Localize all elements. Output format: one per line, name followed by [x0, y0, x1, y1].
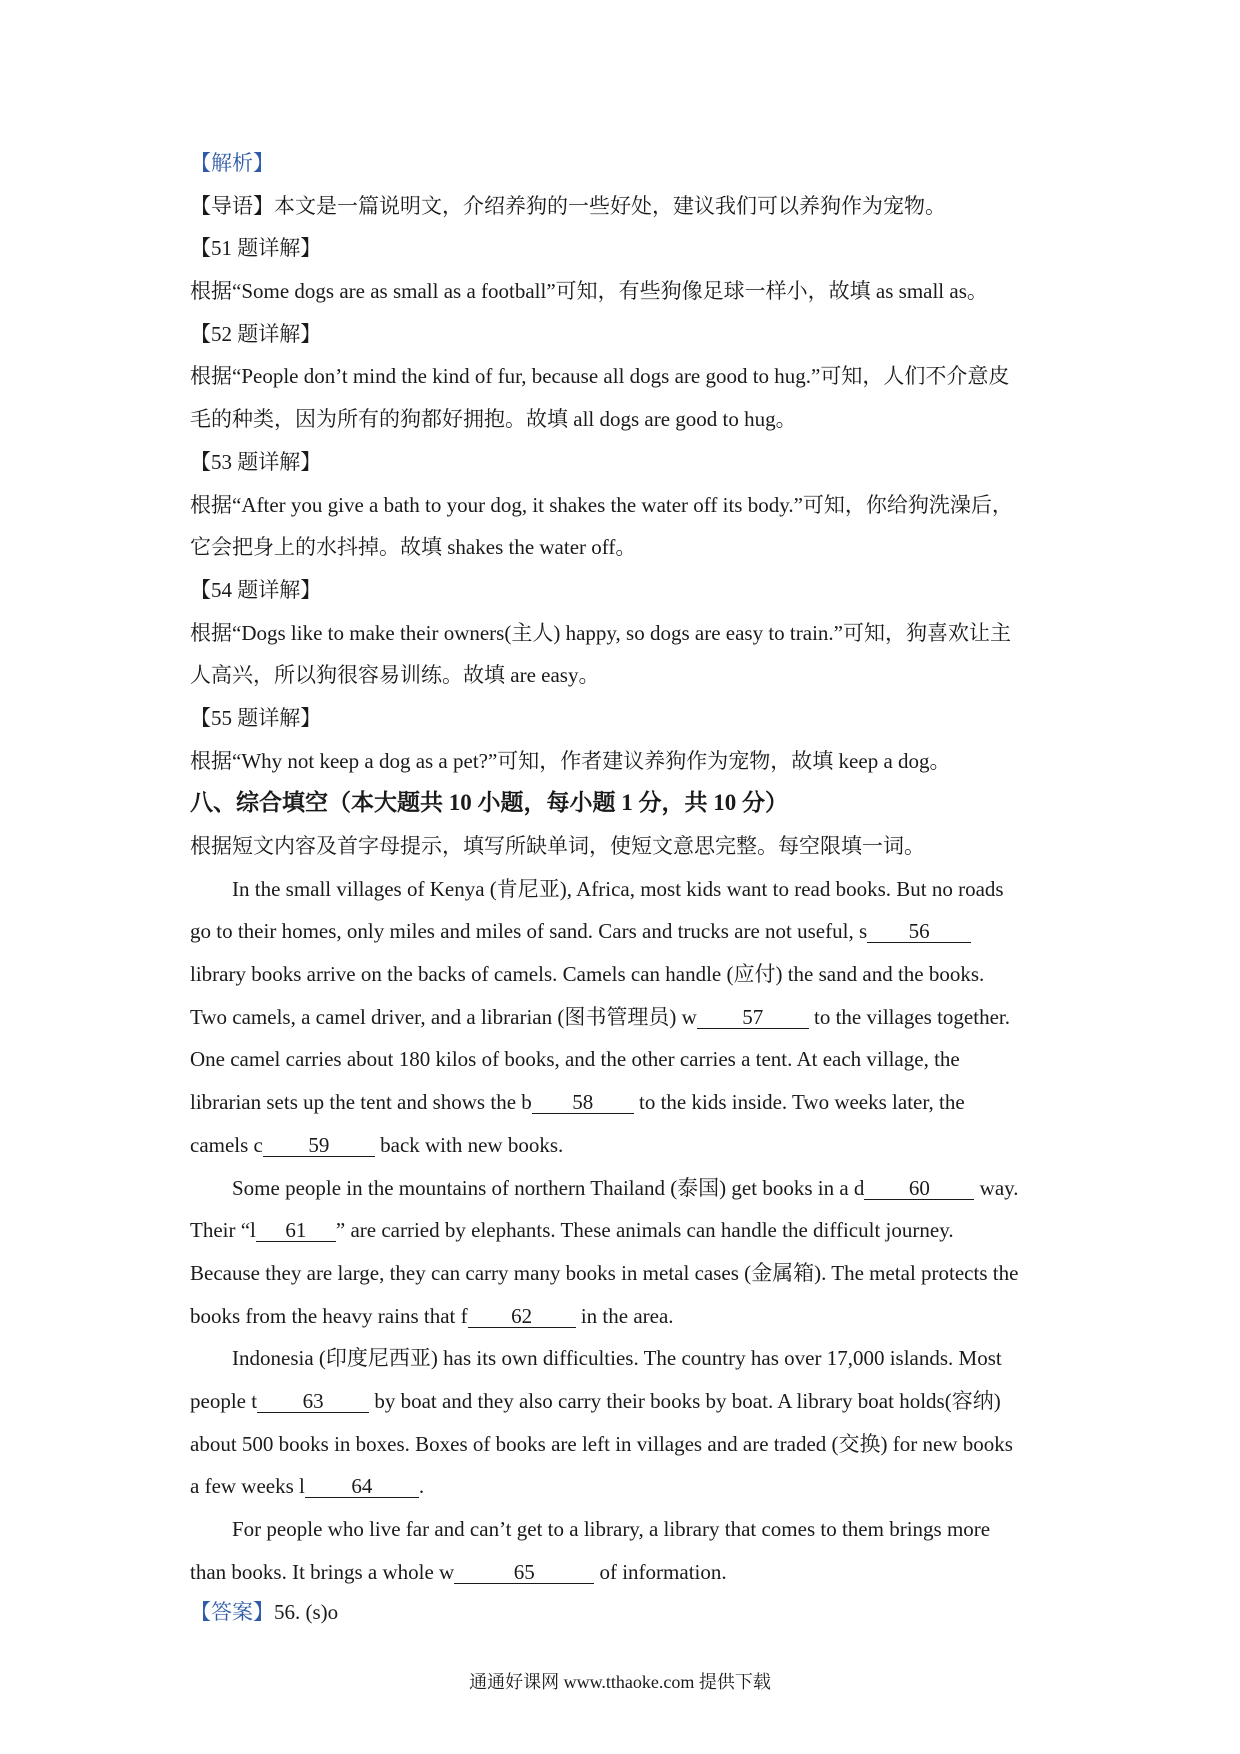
blank-58: 58	[532, 1091, 634, 1114]
passage-p4-line2: than books. It brings a whole w 65 of information.	[190, 1559, 727, 1584]
page-footer: 通通好课网 www.tthaoke.com 提供下载	[469, 1672, 771, 1692]
q52-explanation-line2: 毛的种类，因为所有的狗都好拥抱。故填 all dogs are good to hug。	[190, 407, 797, 432]
blank-57: 57	[697, 1006, 809, 1029]
passage-p1-line7: camels c 59 back with new books.	[190, 1132, 564, 1157]
q53-explanation-line2: 它会把身上的水抖掉。故填 shakes the water off。	[190, 535, 637, 560]
q52-explanation-line1: 根据“People don’t mind the kind of fur, because all dogs are good to hug.”可知，人们不介意皮	[190, 364, 1010, 389]
passage-p2-line2: Their “l 61 ” are carried by elephants. These animals can handle the difficult journey.	[190, 1218, 954, 1243]
section-8-title: 八、综合填空（本大题共 10 小题，每小题 1 分，共 10 分）	[190, 790, 788, 816]
q51-explanation: 根据“Some dogs are as small as a football”可知，有些狗像足球一样小，故填 as small as。	[190, 279, 988, 304]
q55-heading: 【55 题详解】	[190, 705, 322, 730]
blank-62: 62	[468, 1305, 576, 1328]
q54-explanation-line2: 人高兴，所以狗很容易训练。故填 are easy。	[190, 663, 600, 688]
passage-p1-line1: In the small villages of Kenya (肯尼亚), Africa, most kids want to read books. But no roads	[232, 876, 1004, 901]
passage-p1-line5: One camel carries about 180 kilos of books, and the other carries a tent. At each village, the	[190, 1047, 960, 1072]
q51-heading: 【51 题详解】	[190, 236, 322, 261]
passage-p4-line1: For people who live far and can’t get to a library, a library that comes to them brings more	[232, 1517, 991, 1541]
blank-64: 64	[305, 1475, 419, 1498]
passage-p3-line2: people t 63 by boat and they also carry their books by boat. A library boat holds(容纳)	[190, 1388, 1001, 1413]
section-8-instruction: 根据短文内容及首字母提示，填写所缺单词，使短文意思完整。每空限填一词。	[190, 834, 925, 858]
q53-heading: 【53 题详解】	[190, 449, 322, 474]
q54-explanation-line1: 根据“Dogs like to make their owners(主人) happy, so dogs are easy to train.”可知，狗喜欢让主	[190, 620, 1011, 645]
passage-p2-line3: Because they are large, they can carry many books in metal cases (金属箱). The metal protects the	[190, 1260, 1019, 1285]
passage-p3-line4: a few weeks l 64 .	[190, 1474, 425, 1499]
blank-61: 61	[256, 1219, 336, 1242]
passage-p1-line4: Two camels, a camel driver, and a librarian (图书管理员) w 57 to the villages together.	[190, 1004, 1010, 1029]
answer-text: 56. (s)o	[274, 1600, 339, 1625]
answer-line	[190, 1591, 1070, 1634]
passage-p3-line1: Indonesia (印度尼西亚) has its own difficulties. The country has over 17,000 islands. Most	[232, 1346, 1002, 1371]
blank-60: 60	[864, 1177, 974, 1200]
blank-63: 63	[257, 1390, 369, 1413]
passage-p1-line2: go to their homes, only miles and miles of sand. Cars and trucks are not useful, s 56	[190, 910, 1070, 953]
passage-p2-line1: Some people in the mountains of northern Thailand (泰国) get books in a d 60 way.	[232, 1175, 1019, 1200]
blank-65: 65	[454, 1561, 594, 1584]
answer-tag: 【答案】	[190, 1600, 274, 1625]
passage-p1-line6: librarian sets up the tent and shows the b 58 to the kids inside. Two weeks later, the	[190, 1090, 965, 1115]
q52-heading: 【52 题详解】	[190, 321, 322, 346]
passage-p2-line4: books from the heavy rains that f 62 in the area.	[190, 1303, 674, 1328]
blank-56: 56	[867, 920, 971, 943]
analysis-heading: 【解析】	[190, 151, 274, 175]
document-page	[190, 142, 1070, 1634]
q53-explanation-line1: 根据“After you give a bath to your dog, it shakes the water off its body.”可知，你给狗洗澡后，	[190, 492, 1013, 517]
q54-heading: 【54 题详解】	[190, 577, 322, 602]
q55-explanation: 根据“Why not keep a dog as a pet?”可知，作者建议养狗作为宠物，故填 keep a dog。	[190, 748, 951, 773]
intro-line: 【导语】本文是一篇说明文，介绍养狗的一些好处，建议我们可以养狗作为宠物。	[190, 193, 946, 218]
blank-59: 59	[263, 1134, 375, 1157]
passage-p3-line3: about 500 books in boxes. Boxes of books are left in villages and are traded (交换) for new books	[190, 1431, 1013, 1456]
passage-p1-line3: library books arrive on the backs of camels. Camels can handle (应付) the sand and the books.	[190, 962, 985, 987]
